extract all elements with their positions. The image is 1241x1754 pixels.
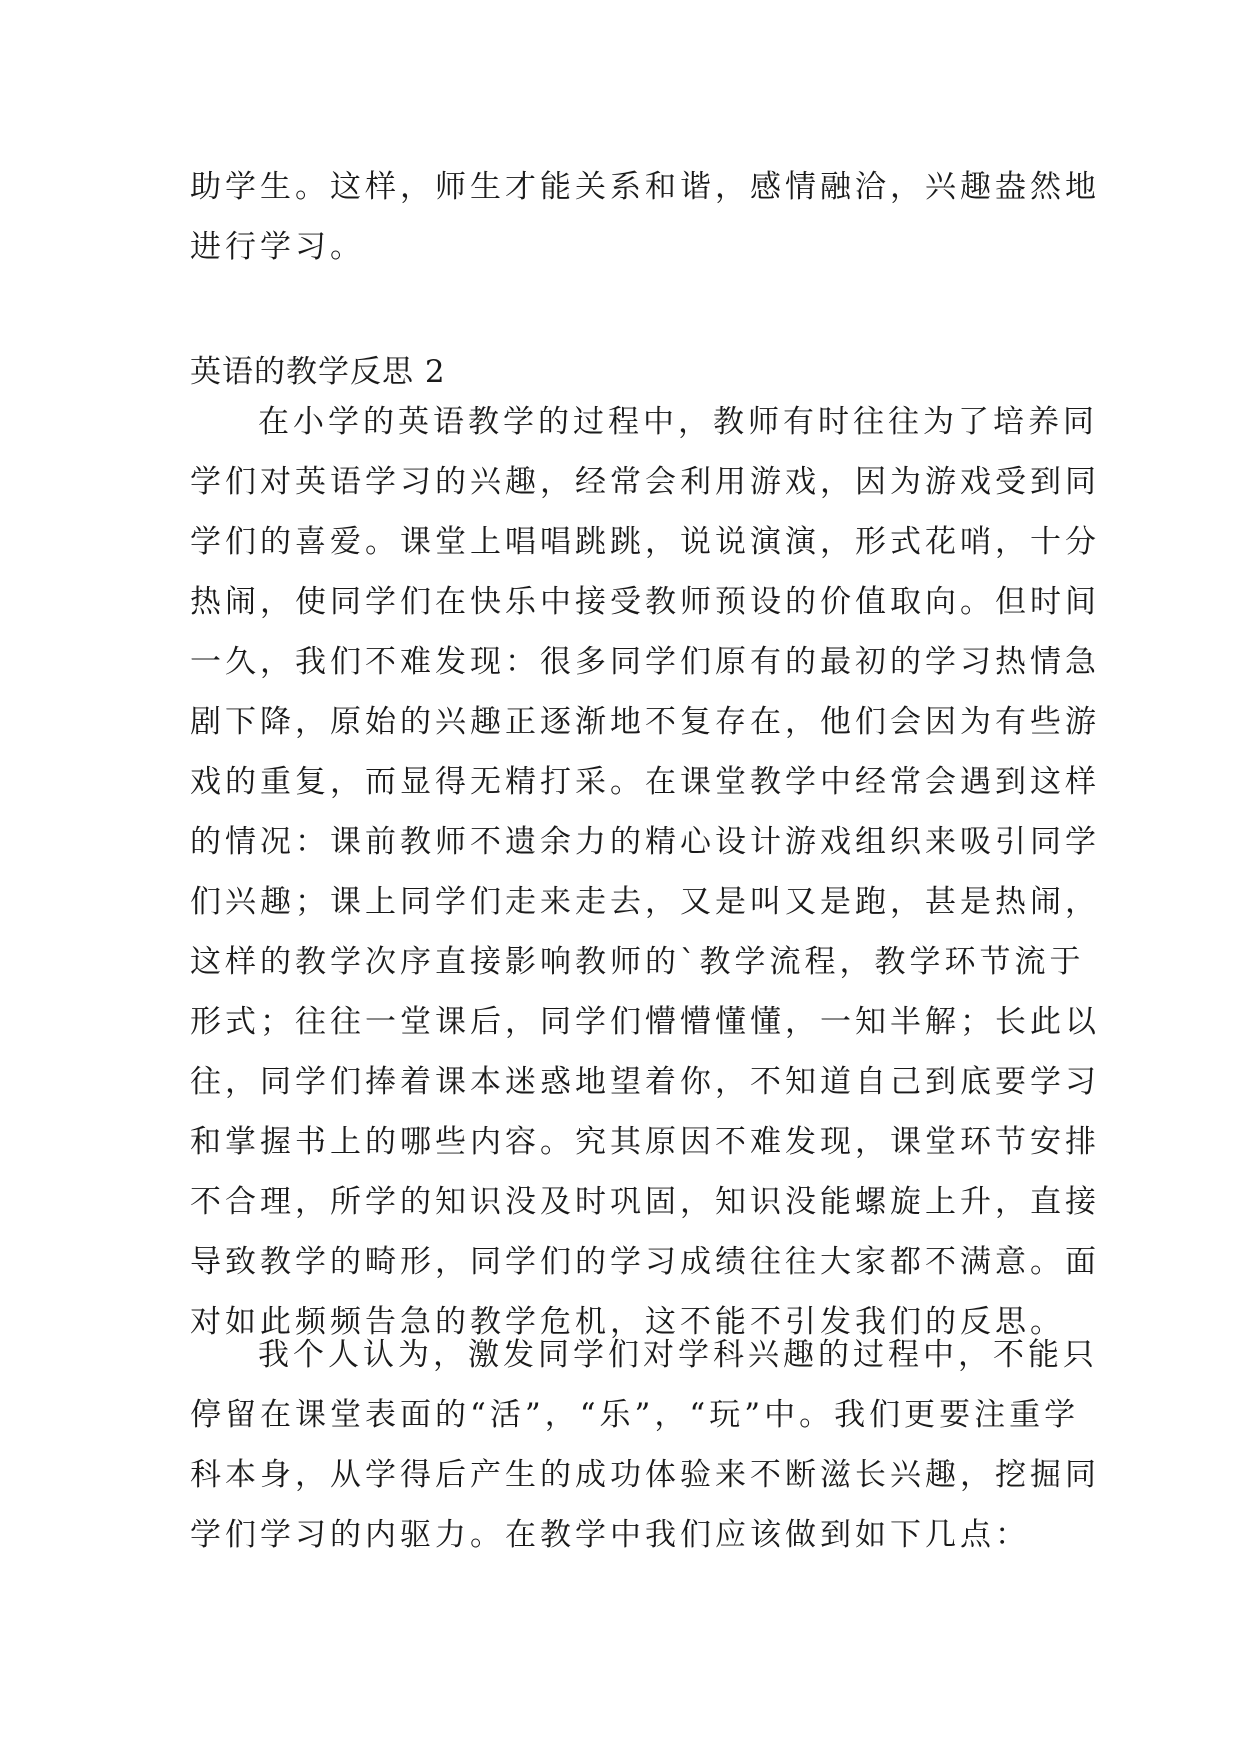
text-line: 科本身，从学得后产生的成功体验来不断滋长兴趣，挖掘同 (190, 1457, 1100, 1493)
text-line: 这样的教学次序直接影响教师的`教学流程，教学环节流于 (190, 944, 1085, 980)
paragraph-1 (190, 392, 1100, 1352)
text-line: 导致教学的畸形，同学们的学习成绩往往大家都不满意。面 (190, 1244, 1100, 1280)
text-line: 剧下降，原始的兴趣正逐渐地不复存在，他们会因为有些游 (190, 704, 1100, 740)
section-heading: 英语的教学反思 2 (190, 354, 446, 390)
text-line: 形式；往往一堂课后，同学们懵懵懂懂，一知半解；长此以 (190, 1004, 1100, 1040)
text-line: 的情况：课前教师不遗余力的精心设计游戏组织来吸引同学 (190, 824, 1100, 860)
text-line: 一久，我们不难发现：很多同学们原有的最初的学习热情急 (190, 644, 1100, 680)
text-line: 不合理，所学的知识没及时巩固，知识没能螺旋上升，直接 (190, 1184, 1100, 1220)
text-line: 往，同学们捧着课本迷惑地望着你，不知道自己到底要学习 (190, 1064, 1100, 1100)
text-line: 们兴趣；课上同学们走来走去，又是叫又是跑，甚是热闹， (190, 884, 1100, 920)
paragraph-2 (190, 1325, 1100, 1565)
text-line: 热闹，使同学们在快乐中接受教师预设的价值取向。但时间 (190, 584, 1100, 620)
continuation-paragraph (190, 157, 1100, 277)
text-line: 进行学习。 (190, 229, 365, 265)
text-line: 和掌握书上的哪些内容。究其原因不难发现，课堂环节安排 (190, 1124, 1100, 1160)
text-line: 在小学的英语教学的过程中，教师有时往往为了培养同 (258, 404, 1098, 440)
text-line: 学们的喜爱。课堂上唱唱跳跳，说说演演，形式花哨，十分 (190, 524, 1100, 560)
text-line: 对如此频频告急的教学危机，这不能不引发我们的反思。 (190, 1304, 1065, 1340)
text-line: 戏的重复，而显得无精打采。在课堂教学中经常会遇到这样 (190, 764, 1100, 800)
text-line: 我个人认为，激发同学们对学科兴趣的过程中，不能只 (258, 1337, 1098, 1373)
text-line: 助学生。这样，师生才能关系和谐，感情融洽，兴趣盎然地 (190, 169, 1100, 205)
text-line: 学们对英语学习的兴趣，经常会利用游戏，因为游戏受到同 (190, 464, 1100, 500)
text-line: 停留在课堂表面的“活”，“乐”，“玩”中。我们更要注重学 (190, 1397, 1080, 1433)
text-line: 学们学习的内驱力。在教学中我们应该做到如下几点： (190, 1517, 1030, 1553)
